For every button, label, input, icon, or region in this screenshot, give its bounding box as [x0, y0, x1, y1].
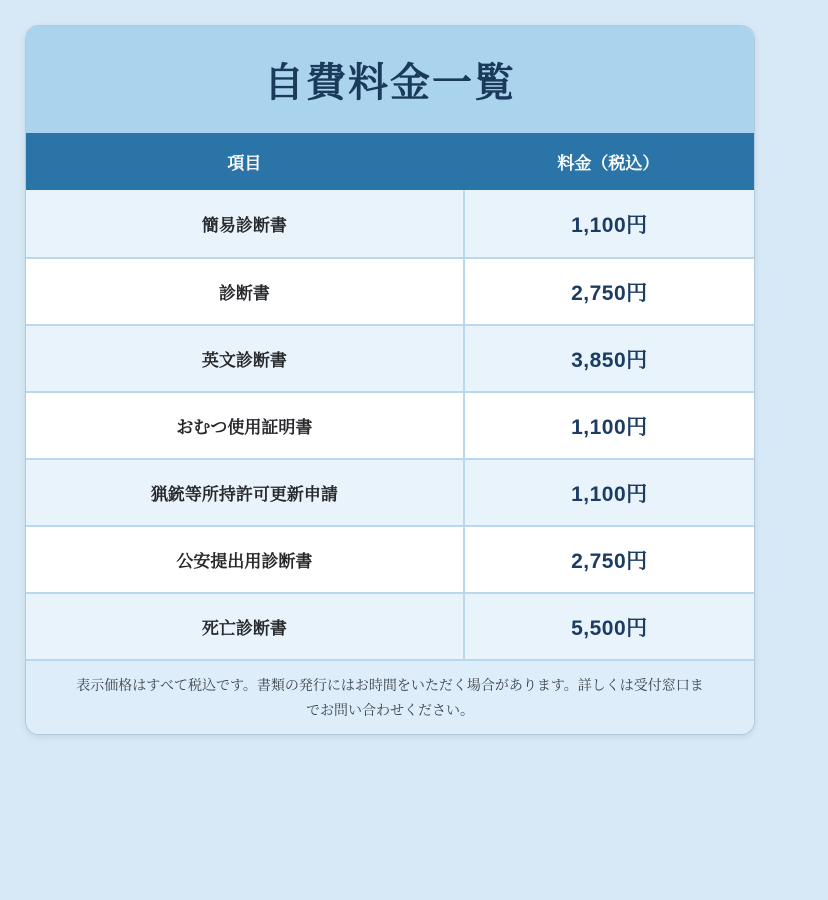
- item-price: 1,100円: [463, 460, 754, 525]
- table-row: [26, 592, 754, 659]
- item-price: 1,100円: [463, 393, 754, 458]
- footer-note: [26, 659, 754, 734]
- table-row: [26, 391, 754, 458]
- item-name: おむつ使用証明書: [176, 418, 313, 437]
- table-row: [26, 190, 754, 257]
- item-price: 3,850円: [463, 326, 754, 391]
- table-row: [26, 324, 754, 391]
- item-price: 2,750円: [463, 527, 754, 592]
- fee-list-card: [25, 25, 755, 735]
- item-price: 2,750円: [463, 259, 754, 324]
- footer-note-text: 表示価格はすべて税込です。書類の発行にはお時間をいただく場合があります。詳しくは受付窓口までお問い合わせください。: [76, 677, 704, 718]
- item-price: 5,500円: [463, 594, 754, 659]
- column-header-price: 料金（税込）: [557, 154, 660, 173]
- table-row: [26, 525, 754, 592]
- item-name: 英文診断書: [201, 351, 287, 370]
- column-header-item: 項目: [227, 154, 262, 173]
- item-name: 簡易診断書: [201, 216, 287, 235]
- item-name: 死亡診断書: [201, 619, 287, 638]
- page-title: 自費料金一覧: [264, 61, 516, 105]
- table-row: [26, 257, 754, 324]
- item-name: 猟銃等所持許可更新申請: [150, 485, 338, 504]
- table-header-row: [26, 133, 754, 190]
- fee-table-body: [26, 190, 754, 659]
- item-name: 診断書: [218, 284, 270, 303]
- table-row: [26, 458, 754, 525]
- item-price: 1,100円: [463, 190, 754, 257]
- title-band: [26, 26, 754, 133]
- item-name: 公安提出用診断書: [176, 552, 313, 571]
